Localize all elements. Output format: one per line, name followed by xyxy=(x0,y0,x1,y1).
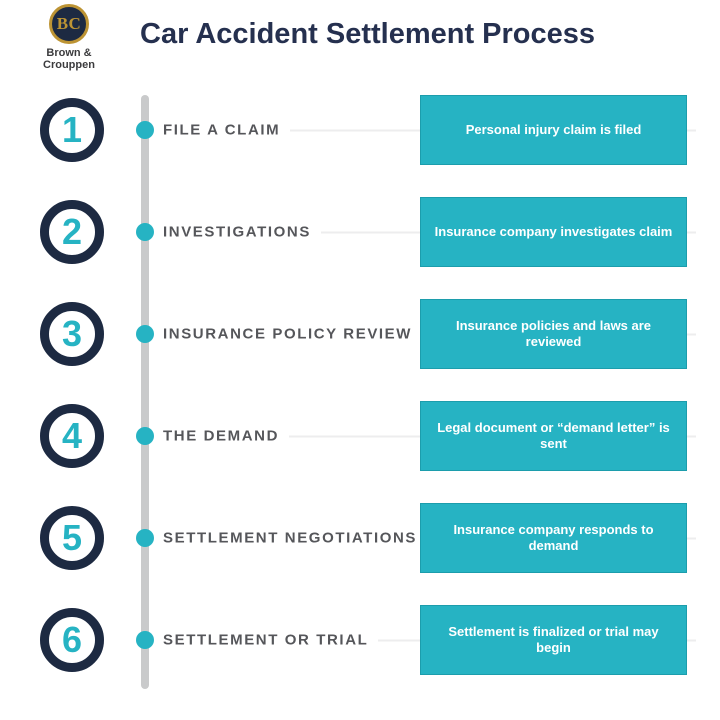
brand-name-line2: Crouppen xyxy=(43,59,95,72)
step-number: 5 xyxy=(61,517,83,558)
step-description-box xyxy=(420,503,687,573)
step-number-circle xyxy=(40,98,104,162)
step-description-box xyxy=(420,401,687,471)
step-description-box xyxy=(420,197,687,267)
step-description: Legal document or “demand letter” is sent xyxy=(437,420,670,451)
step-description: Settlement is finalized or trial may begin xyxy=(448,624,659,655)
timeline-dot-icon xyxy=(136,325,154,343)
step-description: Insurance company responds to demand xyxy=(453,522,654,553)
step-number: 1 xyxy=(61,109,83,150)
step-row xyxy=(0,181,720,283)
timeline-dot-icon xyxy=(136,223,154,241)
step-label: THE DEMAND xyxy=(163,427,279,445)
step-number-circle xyxy=(40,404,104,468)
step-label: SETTLEMENT NEGOTIATIONS xyxy=(163,529,418,547)
timeline-dot-icon xyxy=(136,121,154,139)
step-description: Personal injury claim is filed xyxy=(465,122,642,138)
step-number-circle xyxy=(40,506,104,570)
step-description: Insurance company investigates claim xyxy=(434,224,673,240)
step-row xyxy=(0,385,720,487)
step-label: FILE A CLAIM xyxy=(163,121,281,139)
brand-monogram: BC xyxy=(56,14,82,33)
step-description: Insurance policies and laws are reviewed xyxy=(455,318,652,349)
step-number-circle xyxy=(40,302,104,366)
step-label: INSURANCE POLICY REVIEW xyxy=(163,325,413,343)
timeline-dot-icon xyxy=(136,427,154,445)
step-description-box xyxy=(420,605,687,675)
timeline-dot-icon xyxy=(136,631,154,649)
step-number-circle xyxy=(40,200,104,264)
step-number: 6 xyxy=(61,619,83,660)
page-title: Car Accident Settlement Process xyxy=(140,18,596,50)
steps-list xyxy=(0,79,720,691)
step-row xyxy=(0,487,720,589)
timeline-dot-icon xyxy=(136,529,154,547)
step-description-box xyxy=(420,95,687,165)
step-label: INVESTIGATIONS xyxy=(163,223,311,241)
step-row xyxy=(0,589,720,691)
step-row xyxy=(0,283,720,385)
step-number: 4 xyxy=(61,415,83,456)
step-number: 2 xyxy=(61,211,83,252)
step-label: SETTLEMENT OR TRIAL xyxy=(163,631,369,649)
step-number-circle xyxy=(40,608,104,672)
step-row xyxy=(0,79,720,181)
brand-name-line1: Brown & xyxy=(46,47,92,59)
step-description-box xyxy=(420,299,687,369)
step-number: 3 xyxy=(61,313,83,354)
